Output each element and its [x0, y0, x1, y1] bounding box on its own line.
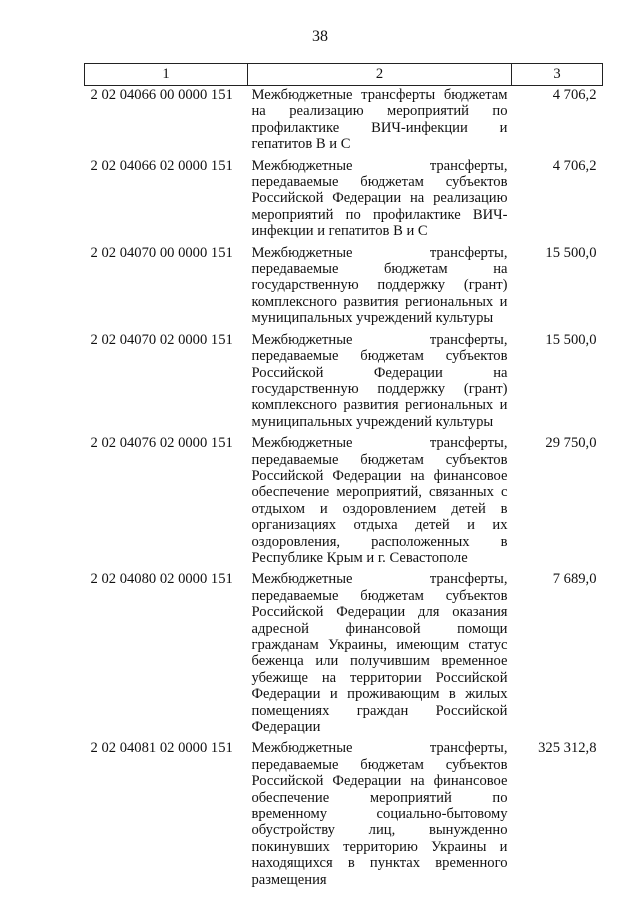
transfer-description: Межбюджетные трансферты, передаваемые бюджетам субъектов Российской Федерации на финансовое обеспечение мероприятий, связанных с отдыхом и оздоровлением детей в организациях отдыха детей и их оздоровления, расположенных в Республике Крым и г. Севастополе: [251, 435, 508, 566]
table-row: [85, 157, 603, 244]
budget-code: 2 02 04080 02 0000 151: [90, 571, 233, 588]
transfer-amount: 7 689,0: [552, 571, 597, 588]
transfer-amount: 15 500,0: [545, 331, 597, 348]
transfer-amount: 4 706,2: [552, 157, 597, 174]
budget-code: 2 02 04066 02 0000 151: [90, 157, 233, 174]
transfer-amount: 15 500,0: [545, 244, 597, 261]
transfer-description: Межбюджетные трансферты бюджетам на реализацию мероприятий по профилактике ВИЧ-инфекции и гепатитов В и С: [251, 87, 508, 153]
budget-code: 2 02 04076 02 0000 151: [90, 435, 233, 452]
column-header-amount: 3: [512, 64, 603, 86]
transfer-description: Межбюджетные трансферты, передаваемые бюджетам субъектов Российской Федерации на реализацию мероприятий по профилактике ВИЧ-инфекции и гепатитов В и С: [251, 157, 508, 240]
budget-code: 2 02 04066 00 0000 151: [90, 87, 233, 103]
table-row: [85, 739, 603, 892]
transfer-amount: 325 312,8: [538, 740, 597, 757]
table-row: [85, 570, 603, 739]
table-row: [85, 86, 603, 157]
column-header-description: 2: [248, 64, 512, 86]
budget-code: 2 02 04081 02 0000 151: [90, 740, 233, 757]
transfer-description: Межбюджетные трансферты, передаваемые бюджетам субъектов Российской Федерации на государственную поддержку (грант) комплексного развития региональных и муниципальных учреждений культуры: [251, 331, 508, 430]
transfer-description: Межбюджетные трансферты, передаваемые бюджетам субъектов Российской Федерации на финансовое обеспечение мероприятий по временному социально-бытовому обустройству лиц, вынужденно покинувших территорию Украины и находящихся в пунктах временного размещения: [251, 740, 508, 888]
transfer-description: Межбюджетные трансферты, передаваемые бюджетам на государственную поддержку (грант) комплексного развития региональных и муниципальных учреждений культуры: [251, 244, 508, 327]
column-header-code: 1: [85, 64, 248, 86]
budget-table: [84, 63, 603, 892]
budget-code: 2 02 04070 00 0000 151: [90, 244, 233, 261]
page-number: 38: [312, 28, 328, 45]
transfer-description: Межбюджетные трансферты, передаваемые бюджетам субъектов Российской Федерации для оказания адресной финансовой помощи гражданам Украины, имеющим статус беженца или получившим временное убежище на территории Российской Федерации и проживающим в жилых помещениях граждан Российской Федерации: [251, 571, 508, 736]
table-row: [85, 434, 603, 570]
table-row: [85, 331, 603, 434]
budget-code: 2 02 04070 02 0000 151: [90, 331, 233, 348]
table-row: [85, 244, 603, 331]
table-header-row: [85, 64, 603, 86]
transfer-amount: 29 750,0: [545, 435, 597, 452]
transfer-amount: 4 706,2: [552, 87, 597, 103]
